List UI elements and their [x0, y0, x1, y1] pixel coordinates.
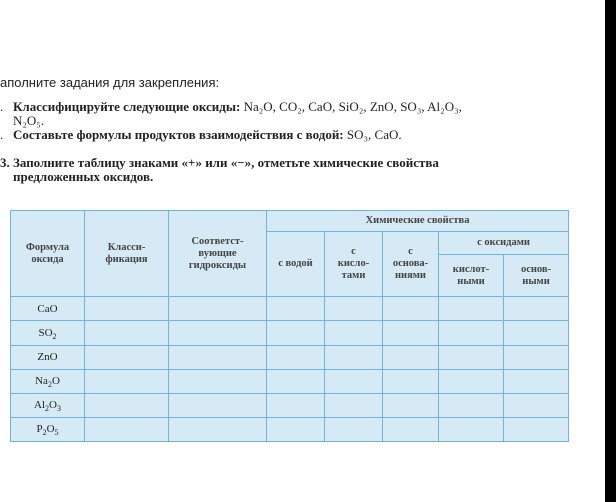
formula: Na₂O: [243, 99, 273, 114]
table-row: [11, 393, 569, 417]
task-1-formulas: Na₂O, CO₂, CaO, SiO₂, ZnO, SO₃, Al₂O₃,: [243, 99, 462, 114]
task-3-line2: предложенных оксидов.: [13, 169, 154, 184]
answer-cell[interactable]: [325, 417, 383, 441]
formula: SiO₂: [338, 99, 364, 114]
answer-cell[interactable]: [267, 297, 325, 321]
answer-cell[interactable]: [169, 369, 267, 393]
answer-cell[interactable]: [383, 369, 439, 393]
answer-cell[interactable]: [325, 393, 383, 417]
formula: ZnO: [369, 99, 394, 114]
table-body: [11, 297, 569, 442]
formula: N₂O₅: [13, 113, 41, 128]
formula: CO₂: [279, 99, 302, 114]
task-1-text: [13, 100, 462, 114]
formula: CaO: [374, 127, 399, 142]
answer-cell[interactable]: [325, 369, 383, 393]
answer-cell[interactable]: [504, 369, 569, 393]
header-basic-oxides: основ- ными: [504, 255, 569, 297]
header-with-acids: с кисло- тами: [325, 232, 383, 297]
answer-cell[interactable]: [267, 345, 325, 369]
answer-cell[interactable]: [383, 297, 439, 321]
answer-cell[interactable]: [267, 321, 325, 345]
answer-cell[interactable]: [439, 369, 504, 393]
answer-cell[interactable]: [169, 417, 267, 441]
answer-cell[interactable]: [325, 321, 383, 345]
task-2-number: .: [0, 127, 4, 142]
task-1-continuation: N₂O₅.: [13, 113, 45, 128]
task-2-text: Составьте формулы продуктов взаимодействия с водой: SO₃, CaO.: [13, 127, 402, 142]
answer-cell[interactable]: [169, 393, 267, 417]
task-1-label: Классифицируйте следующие оксиды:: [13, 99, 241, 114]
answer-cell[interactable]: [85, 369, 169, 393]
answer-cell[interactable]: [85, 417, 169, 441]
formula-cell: CaO: [11, 297, 85, 321]
formula: SO₃: [346, 127, 369, 142]
answer-cell[interactable]: [85, 297, 169, 321]
task-3-number: 3.: [0, 155, 10, 170]
header-with-bases: с основа- ниями: [383, 232, 439, 297]
answer-cell[interactable]: [85, 393, 169, 417]
task-3-line1: Заполните таблицу знаками «+» или «−», отметьте химические свойства: [13, 155, 439, 170]
oxides-properties-table: [10, 210, 569, 442]
formula: SO₃: [400, 99, 422, 114]
table-row: [11, 369, 569, 393]
answer-cell[interactable]: [267, 393, 325, 417]
header-formula: Формула оксида: [11, 211, 85, 297]
formula-cell: $P_2O_5$: [11, 417, 85, 441]
answer-cell[interactable]: [169, 321, 267, 345]
formula: Al₂O₃: [427, 99, 459, 114]
answer-cell[interactable]: [504, 417, 569, 441]
header-hydroxides: Соответст- вующие гидроксиды: [169, 211, 267, 297]
answer-cell[interactable]: [85, 321, 169, 345]
formula: CaO: [308, 99, 333, 114]
header-with-water: с водой: [267, 232, 325, 297]
answer-cell[interactable]: [383, 393, 439, 417]
header-classification: Класси- фикация: [85, 211, 169, 297]
answer-cell[interactable]: [439, 417, 504, 441]
answer-cell[interactable]: [383, 417, 439, 441]
answer-cell[interactable]: [439, 393, 504, 417]
task-2-label: Составьте формулы продуктов взаимодействия с водой:: [13, 127, 344, 142]
answer-cell[interactable]: [325, 297, 383, 321]
answer-cell[interactable]: [439, 345, 504, 369]
header-chemical-properties: Химические свойства: [267, 211, 569, 232]
instructions-heading: аполните задания для закрепления:: [0, 75, 220, 90]
header-with-oxides: с оксидами: [439, 232, 569, 255]
table-row: [11, 321, 569, 345]
answer-cell[interactable]: [267, 369, 325, 393]
answer-cell[interactable]: [504, 345, 569, 369]
answer-cell[interactable]: [439, 321, 504, 345]
answer-cell[interactable]: [169, 297, 267, 321]
formula-cell: $SO_2$: [11, 321, 85, 345]
answer-cell[interactable]: [169, 345, 267, 369]
formula-cell: $Al_2O_3$: [11, 393, 85, 417]
table-row: [11, 297, 569, 321]
formula-cell: $Na_2O$: [11, 369, 85, 393]
answer-cell[interactable]: [325, 345, 383, 369]
table-row: [11, 345, 569, 369]
table-row: [11, 417, 569, 441]
task-1-number: .: [0, 99, 4, 114]
answer-cell[interactable]: [383, 321, 439, 345]
answer-cell[interactable]: [85, 345, 169, 369]
answer-cell[interactable]: [383, 345, 439, 369]
answer-cell[interactable]: [267, 417, 325, 441]
answer-cell[interactable]: [504, 393, 569, 417]
formula-cell: ZnO: [11, 345, 85, 369]
answer-cell[interactable]: [504, 297, 569, 321]
header-acidic-oxides: кислот- ными: [439, 255, 504, 297]
answer-cell[interactable]: [439, 297, 504, 321]
answer-cell[interactable]: [504, 321, 569, 345]
